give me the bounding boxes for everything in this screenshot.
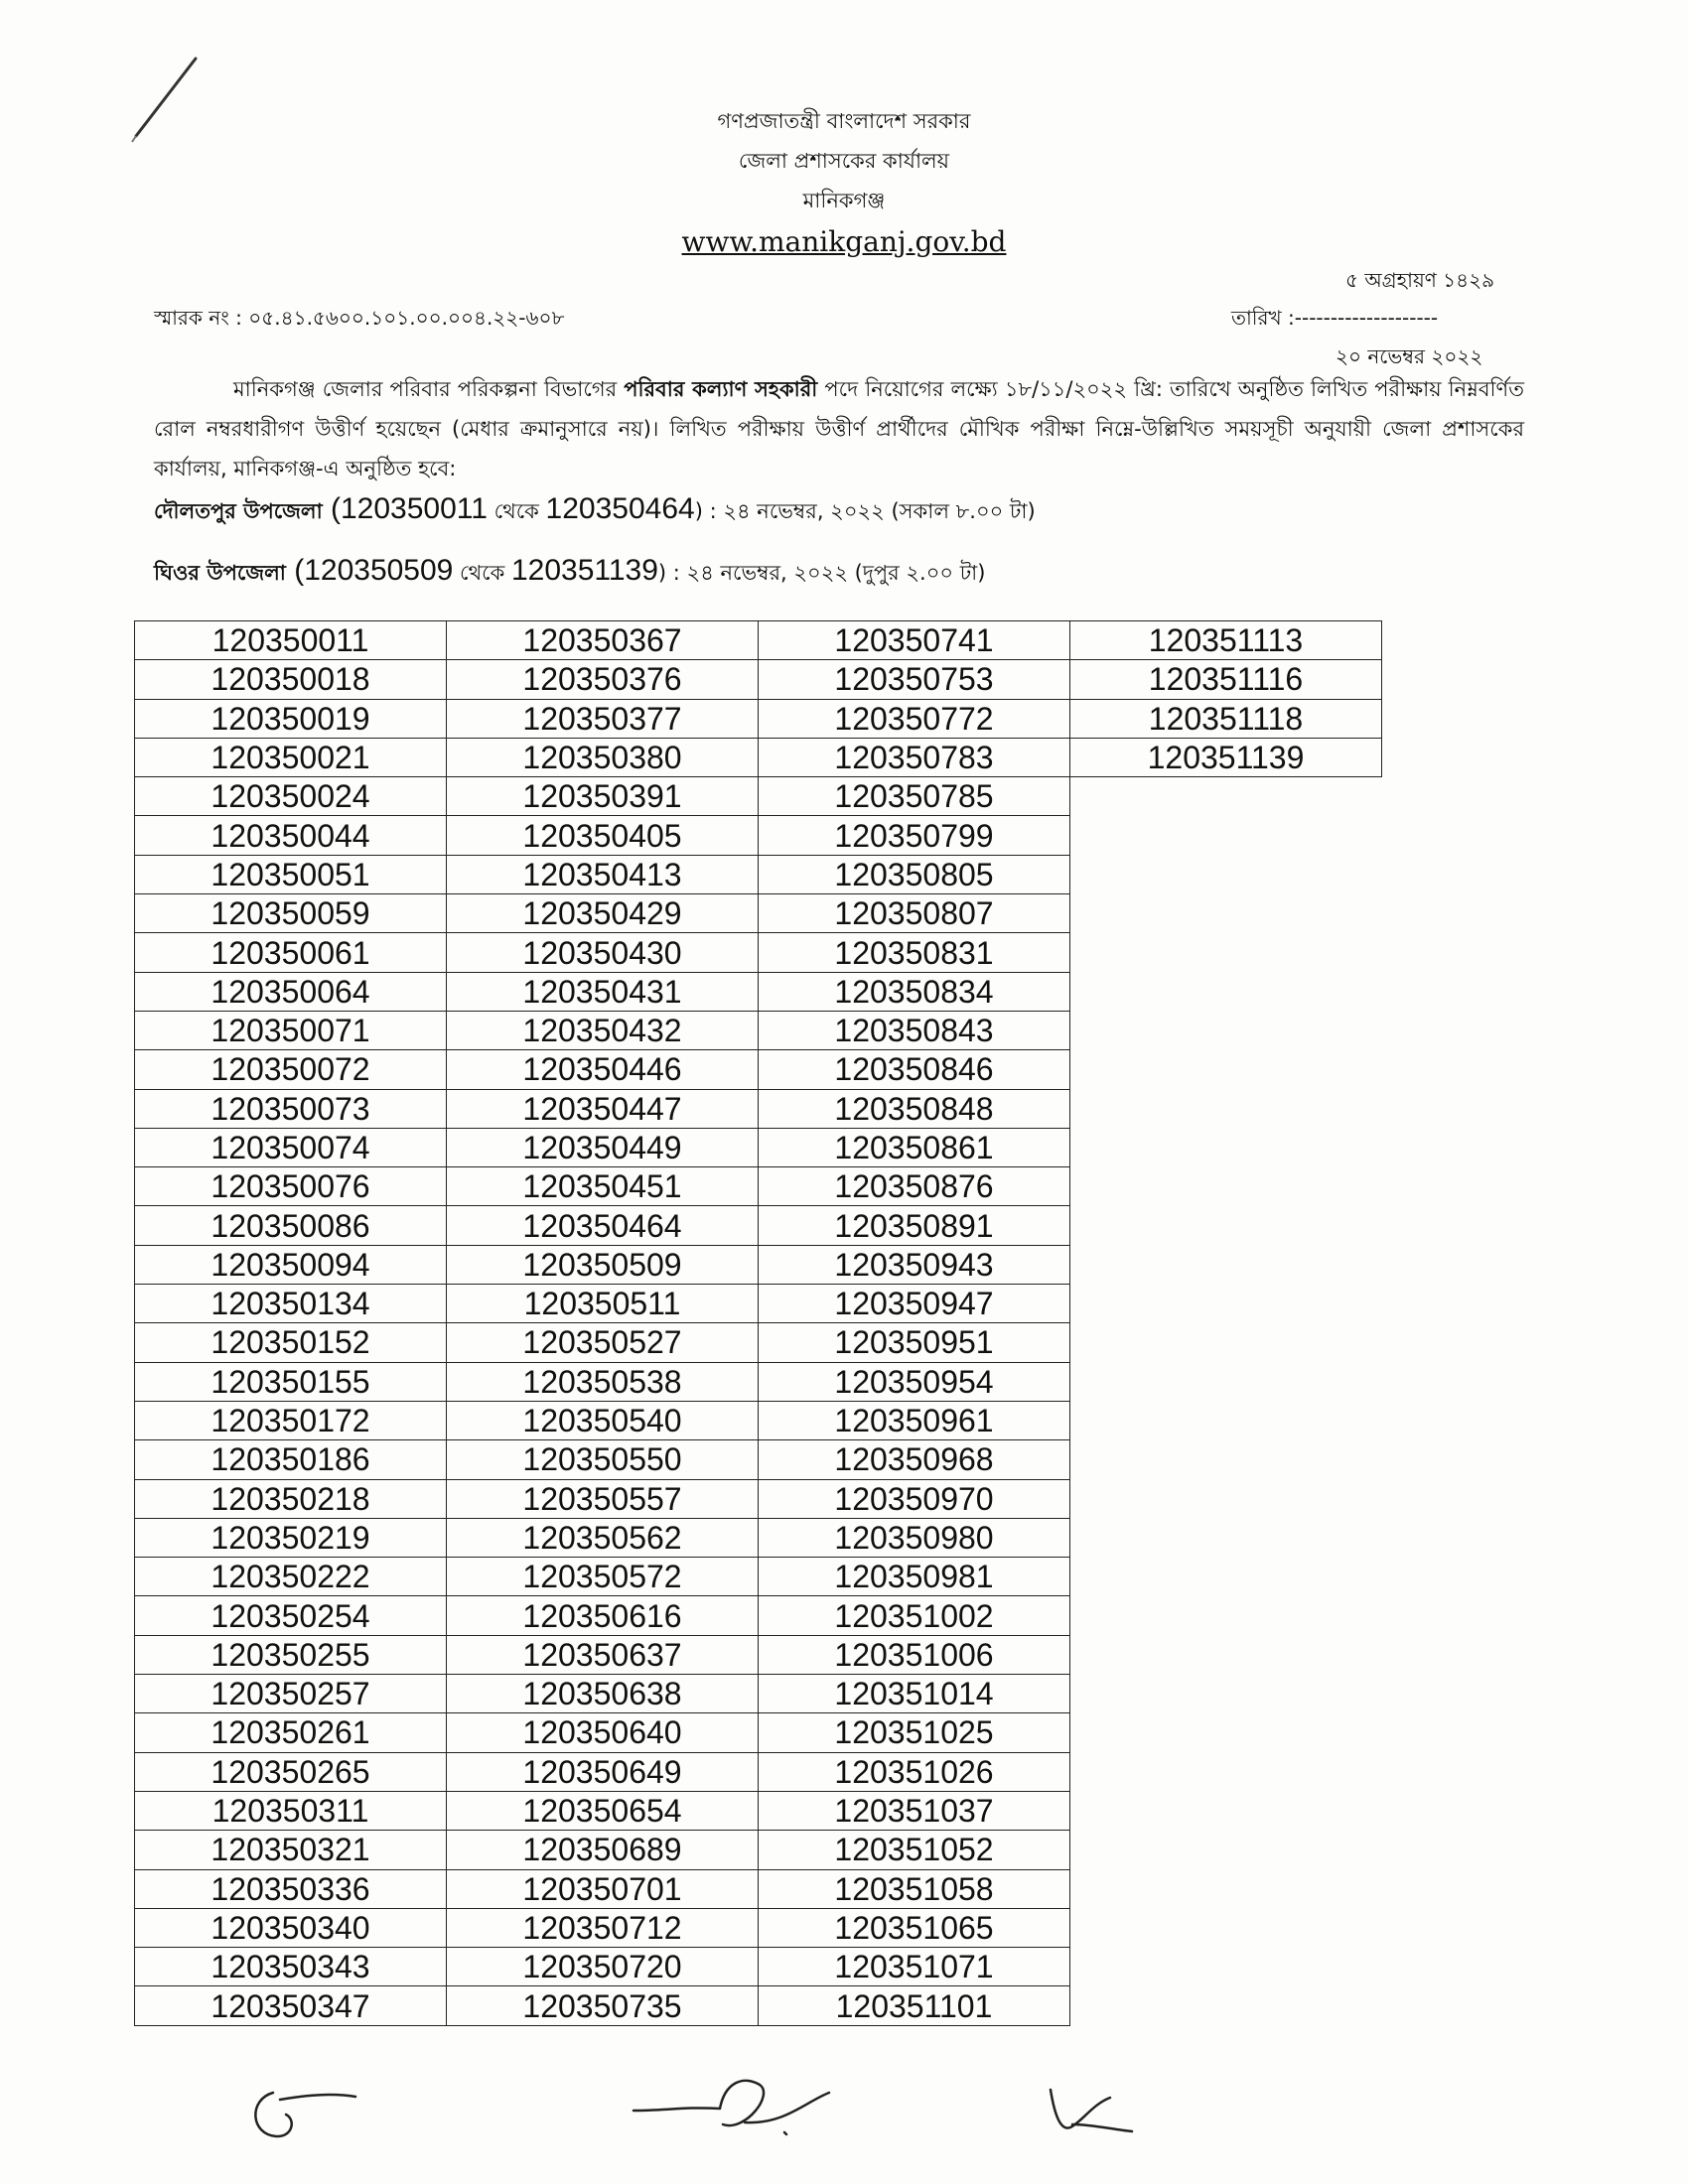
signature-2 [626,2063,844,2152]
roll-number-cell: 120350064 [135,972,447,1011]
roll-number-cell: 120350753 [759,660,1070,699]
roll-number-cell: 120351113 [1070,621,1382,660]
table-row [135,1752,1382,1791]
roll-number-cell: 120350019 [135,699,447,738]
roll-number-cell: 120350891 [759,1206,1070,1245]
empty-cell [1070,1986,1382,2025]
roll-number-cell: 120350846 [759,1050,1070,1089]
roll-number-cell: 120350861 [759,1128,1070,1166]
empty-cell [1070,1323,1382,1362]
roll-number-cell: 120350094 [135,1245,447,1284]
table-row [135,1011,1382,1049]
district-name: মানিকগঞ্জ [802,189,886,212]
roll-number-cell: 120350405 [447,816,759,855]
roll-number-cell: 120351118 [1070,699,1382,738]
roll-number-cell: 120350562 [447,1518,759,1557]
roll-number-cell: 120350376 [447,660,759,699]
empty-cell [1070,1791,1382,1830]
table-row [135,1908,1382,1947]
roll-number-cell: 120350367 [447,621,759,660]
roll-number-cell: 120350640 [447,1713,759,1752]
empty-cell [1070,1948,1382,1986]
empty-cell [1070,1167,1382,1206]
roll-to: 120351139 [510,554,658,587]
empty-cell [1070,1752,1382,1791]
table-row [135,855,1382,893]
roll-number-cell: 120350540 [447,1401,759,1439]
empty-cell [1070,972,1382,1011]
roll-number-cell: 120350222 [135,1558,447,1596]
roll-number-cell: 120350572 [447,1558,759,1596]
roll-number-cell: 120350509 [447,1245,759,1284]
empty-cell [1070,777,1382,816]
roll-number-cell: 120350072 [135,1050,447,1089]
table-row [135,1479,1382,1518]
empty-cell [1070,1713,1382,1752]
table-row [135,1245,1382,1284]
roll-number-cell: 120350255 [135,1635,447,1674]
roll-number-cell: 120350741 [759,621,1070,660]
upazila-name: দৌলতপুর উপজেলা [154,499,323,523]
memo-number: স্মারক নং : ০৫.৪১.৫৬০০.১০১.০০.০০৪.২২-৬০৮ [154,306,565,330]
schedule-daulatpur: দৌলতপুর উপজেলা (120350011 থেকে 120350464) : ২৪ নভেম্বর, ২০২২ (সকাল ৮.০০ টা) [154,492,1036,525]
table-row [135,1635,1382,1674]
date-label: তারিখ :-------------------- [1231,306,1439,330]
roll-number-cell: 120350772 [759,699,1070,738]
table-row [135,1791,1382,1830]
roll-table-body [135,621,1382,2026]
roll-number-cell: 120350254 [135,1596,447,1635]
table-row [135,777,1382,816]
roll-number-cell: 120350981 [759,1558,1070,1596]
table-row [135,621,1382,660]
table-row [135,933,1382,972]
empty-cell [1070,1011,1382,1049]
roll-number-cell: 120350876 [759,1167,1070,1206]
roll-number-cell: 120350943 [759,1245,1070,1284]
roll-number-cell: 120351006 [759,1635,1070,1674]
empty-cell [1070,855,1382,893]
schedule-ghior: ঘিওর উপজেলা (120350509 থেকে 120351139) : ২৪ নভেম্বর, ২০২২ (দুপুর ২.০০ টা) [154,554,986,587]
roll-number-cell: 120350155 [135,1362,447,1401]
roll-number-cell: 120350947 [759,1285,1070,1323]
roll-number-cell: 120350970 [759,1479,1070,1518]
roll-number-cell: 120351002 [759,1596,1070,1635]
roll-number-cell: 120351101 [759,1986,1070,2025]
roll-number-cell: 120350051 [135,855,447,893]
empty-cell [1070,1050,1382,1089]
roll-number-cell: 120350701 [447,1869,759,1908]
roll-number-cell: 120350735 [447,1986,759,2025]
table-row [135,660,1382,699]
roll-number-cell: 120351071 [759,1948,1070,1986]
roll-number-cell: 120350391 [447,777,759,816]
roll-number-cell: 120351052 [759,1831,1070,1869]
roll-number-cell: 120350538 [447,1362,759,1401]
roll-number-cell: 120350557 [447,1479,759,1518]
roll-number-cell: 120350377 [447,699,759,738]
roll-number-cell: 120350831 [759,933,1070,972]
roll-number-cell: 120350336 [135,1869,447,1908]
roll-number-cell: 120350380 [447,738,759,776]
roll-number-cell: 120350980 [759,1518,1070,1557]
empty-cell [1070,1596,1382,1635]
table-row [135,1948,1382,1986]
roll-number-cell: 120350431 [447,972,759,1011]
roll-number-cell: 120350805 [759,855,1070,893]
roll-from: 120350509 [304,554,454,587]
roll-number-cell: 120350807 [759,894,1070,933]
roll-number-cell: 120350616 [447,1596,759,1635]
table-row [135,1713,1382,1752]
roll-number-cell: 120350134 [135,1285,447,1323]
roll-number-cell: 120350834 [759,972,1070,1011]
table-row [135,1518,1382,1557]
empty-cell [1070,1128,1382,1166]
table-row [135,1089,1382,1128]
roll-number-cell: 120350638 [447,1675,759,1713]
table-row [135,1206,1382,1245]
table-row [135,1675,1382,1713]
roll-number-cell: 120350218 [135,1479,447,1518]
empty-cell [1070,1831,1382,1869]
letterhead [0,101,1688,264]
website-link[interactable]: www.manikganj.gov.bd [681,225,1007,258]
table-row [135,894,1382,933]
empty-cell [1070,894,1382,933]
table-row [135,1050,1382,1089]
roll-number-cell: 120350785 [759,777,1070,816]
roll-number-cell: 120350951 [759,1323,1070,1362]
roll-number-cell: 120351014 [759,1675,1070,1713]
roll-number-cell: 120350321 [135,1831,447,1869]
roll-number-cell: 120350152 [135,1323,447,1362]
roll-number-cell: 120350011 [135,621,447,660]
roll-number-cell: 120351026 [759,1752,1070,1791]
roll-number-cell: 120351139 [1070,738,1382,776]
roll-number-cell: 120350059 [135,894,447,933]
roll-number-cell: 120350311 [135,1791,447,1830]
roll-from: 120350011 [341,492,488,525]
empty-cell [1070,1440,1382,1479]
roll-number-cell: 120350637 [447,1635,759,1674]
roll-number-cell: 120351037 [759,1791,1070,1830]
roll-number-cell: 120350464 [447,1206,759,1245]
roll-number-cell: 120350413 [447,855,759,893]
empty-cell [1070,1285,1382,1323]
roll-number-cell: 120350451 [447,1167,759,1206]
roll-number-cell: 120350076 [135,1167,447,1206]
table-row [135,972,1382,1011]
empty-cell [1070,1635,1382,1674]
table-row [135,1323,1382,1362]
roll-number-cell: 120350720 [447,1948,759,1986]
roll-number-cell: 120350073 [135,1089,447,1128]
roll-number-cell: 120350783 [759,738,1070,776]
table-row [135,1167,1382,1206]
table-row [135,1440,1382,1479]
signature-3 [1033,2070,1142,2149]
roll-number-cell: 120350447 [447,1089,759,1128]
table-row [135,1869,1382,1908]
bangla-date: ৫ অগ্রহায়ণ ১৪২৯ [1345,268,1495,292]
table-row [135,1986,1382,2025]
table-row [135,816,1382,855]
english-date: ২০ নভেম্বর ২০২২ [1336,344,1483,368]
roll-number-cell: 120350074 [135,1128,447,1166]
roll-number-cell: 120350968 [759,1440,1070,1479]
signature-1 [238,2075,367,2154]
empty-cell [1070,1401,1382,1439]
table-row [135,1831,1382,1869]
empty-cell [1070,1558,1382,1596]
roll-number-cell: 120351116 [1070,660,1382,699]
table-row [135,1401,1382,1439]
roll-number-cell: 120350843 [759,1011,1070,1049]
roll-number-cell: 120351065 [759,1908,1070,1947]
paragraph-part2: পদে নিয়োগের লক্ষ্যে ১৮/১১/২০২২ খ্রি: তারিখে অনুষ্ঠিত লিখিত পরীক্ষায় নিম্নবর্ণিত রোল নম্বরধারীগণ উত্তীর্ণ হয়েছেন (মেধার ক্রমানুসারে নয়)। লিখিত পরীক্ষায় উত্তীর্ণ প্রার্থীদের মৌখিক পরীক্ষা নিম্নে-উল্লিখিত সময়সূচী অনুযায়ী জেলা প্রশাসকের কার্যালয়, মানিকগঞ্জ-এ অনুষ্ঠিত হবে: [154,377,1524,480]
roll-number-cell: 120351025 [759,1713,1070,1752]
roll-number-cell: 120350071 [135,1011,447,1049]
roll-number-cell: 120350712 [447,1908,759,1947]
roll-number-cell: 120350527 [447,1323,759,1362]
roll-number-cell: 120350449 [447,1128,759,1166]
roll-number-cell: 120350347 [135,1986,447,2025]
schedule-time: ) : ২৪ নভেম্বর, ২০২২ (দুপুর ২.০০ টা) [657,561,986,585]
empty-cell [1070,1362,1382,1401]
roll-number-cell: 120350021 [135,738,447,776]
roll-number-cell: 120350799 [759,816,1070,855]
table-row [135,1362,1382,1401]
roll-number-cell: 120350018 [135,660,447,699]
table-row [135,738,1382,776]
upazila-name: ঘিওর উপজেলা [154,561,286,585]
table-row [135,1596,1382,1635]
roll-number-cell: 120350430 [447,933,759,972]
empty-cell [1070,1518,1382,1557]
roll-number-cell: 120350848 [759,1089,1070,1128]
paragraph-part1: মানিকগঞ্জ জেলার পরিবার পরিকল্পনা বিভাগের [233,377,625,401]
empty-cell [1070,816,1382,855]
roll-number-cell: 120350961 [759,1401,1070,1439]
roll-number-cell: 120350024 [135,777,447,816]
schedule-time: ) : ২৪ নভেম্বর, ২০২২ (সকাল ৮.০০ টা) [694,499,1036,523]
empty-cell [1070,933,1382,972]
empty-cell [1070,1089,1382,1128]
roll-number-cell: 120350257 [135,1675,447,1713]
roll-number-cell: 120350044 [135,816,447,855]
roll-number-cell: 120350649 [447,1752,759,1791]
roll-number-table [134,620,1382,2026]
table-row [135,1285,1382,1323]
roll-number-cell: 120350219 [135,1518,447,1557]
roll-number-cell: 120350446 [447,1050,759,1089]
roll-number-cell: 120350689 [447,1831,759,1869]
empty-cell [1070,1245,1382,1284]
roll-number-cell: 120350265 [135,1752,447,1791]
roll-number-cell: 120350061 [135,933,447,972]
roll-number-cell: 120350172 [135,1401,447,1439]
roll-number-cell: 120350086 [135,1206,447,1245]
roll-number-cell: 120350340 [135,1908,447,1947]
post-name: পরিবার কল্যাণ সহকারী [624,377,818,401]
roll-to: 120350464 [545,492,695,525]
empty-cell [1070,1206,1382,1245]
roll-number-cell: 120350511 [447,1285,759,1323]
table-row [135,1558,1382,1596]
roll-number-cell: 120350432 [447,1011,759,1049]
roll-number-cell: 120350343 [135,1948,447,1986]
empty-cell [1070,1908,1382,1947]
govt-name: গণপ্রজাতন্ত্রী বাংলাদেশ সরকার [717,109,971,133]
table-row [135,1128,1382,1166]
empty-cell [1070,1479,1382,1518]
roll-number-cell: 120350954 [759,1362,1070,1401]
empty-cell [1070,1675,1382,1713]
table-row [135,699,1382,738]
roll-number-cell: 120350429 [447,894,759,933]
roll-number-cell: 120350261 [135,1713,447,1752]
roll-number-cell: 120350654 [447,1791,759,1830]
roll-number-cell: 120350550 [447,1440,759,1479]
notice-paragraph [154,369,1524,488]
roll-number-cell: 120351058 [759,1869,1070,1908]
roll-number-cell: 120350186 [135,1440,447,1479]
empty-cell [1070,1869,1382,1908]
office-name: জেলা প্রশাসকের কার্যালয় [738,149,950,173]
